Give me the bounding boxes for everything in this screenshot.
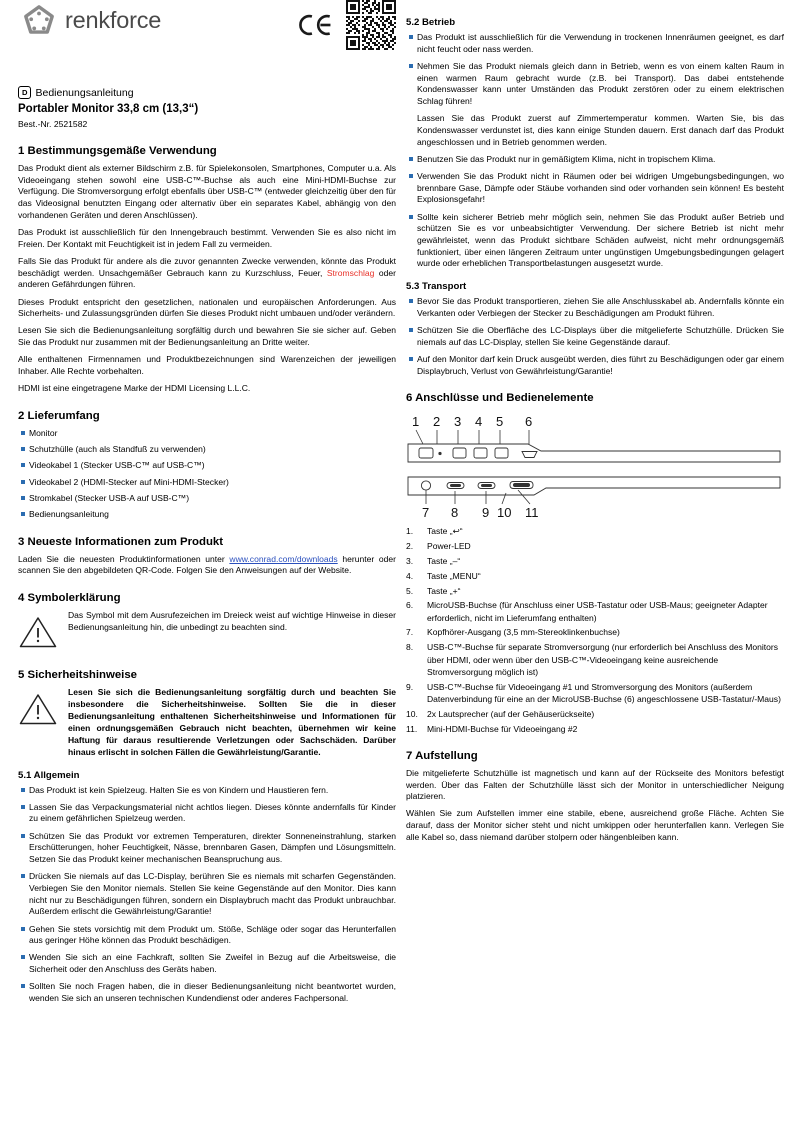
scope-of-delivery-list — [18, 428, 396, 521]
svg-text:9: 9 — [482, 505, 490, 520]
document-kind-line — [18, 86, 396, 100]
list-item-label: Das Produkt ist ausschließlich für die Verwendung in trockenen Innenräumen geeignet, es darf nicht feucht oder nass werden. — [417, 32, 784, 54]
list-item-label: Auf den Monitor darf kein Druck ausgeübt werden, dies führt zu Beschädigungen oder gar einem Displaybruch, Verlust von Gewährleistung/Garantie! — [417, 353, 784, 376]
list-item — [406, 641, 784, 678]
warning-triangle-icon — [18, 687, 60, 731]
list-item-label: Taste „MENU“ — [427, 570, 481, 581]
document-kind-label: Bedienungsanleitung — [35, 87, 134, 99]
list-item — [18, 831, 396, 866]
section-3-paragraph — [18, 554, 396, 577]
list-item-label: Verwenden Sie das Produkt nicht in Räumen oder bei widrigen Umgebungsbedingungen, wo brennbare Gase, Dämpfe oder Stäube vorhanden sind oder vorhanden sein können! Es besteht Explosionsgefahr! — [417, 171, 784, 205]
list-item — [406, 32, 784, 55]
bullet-square-icon — [21, 874, 25, 878]
svg-text:10: 10 — [497, 505, 512, 520]
bullet-square-icon — [21, 463, 25, 467]
list-item — [18, 460, 396, 472]
svg-text:2: 2 — [433, 414, 441, 430]
list-item-label: Videokabel 2 (HDMI-Stecker auf Mini-HDMI-Stecker) — [29, 476, 229, 487]
list-item-label: Gehen Sie stets vorsichtig mit dem Produkt um. Stöße, Schläge oder sogar das Herunterfallen aus geringer Höhe können das Produkt beschädigen. — [29, 923, 396, 946]
bullet-square-icon — [409, 64, 413, 68]
svg-text:7: 7 — [422, 505, 430, 520]
list-item — [406, 525, 784, 537]
bullet-square-icon — [21, 447, 25, 451]
list-item — [18, 981, 396, 1004]
list-item — [406, 570, 784, 582]
section-1-paragraph-5: Lesen Sie sich die Bedienungsanleitung sorgfältig durch und bewahren Sie sie sicher auf. Geben Sie das Produkt nur zusammen mit der Bedienungsanleitung an Dritte weiter. — [18, 325, 396, 348]
symbol-explanation-text: Das Symbol mit dem Ausrufezeichen im Dreieck weist auf wichtige Hinweise in dieser Bedienungsanleitung hin, die unbedingt zu beachten sind. — [68, 610, 396, 632]
bullet-square-icon — [21, 496, 25, 500]
left-column — [18, 0, 396, 1010]
right-column — [406, 0, 784, 844]
list-item — [406, 585, 784, 597]
list-item-label: MicroUSB-Buchse (für Anschluss einer USB-Tastatur oder USB-Maus; geeigneter Adapter erforderlich, nicht im Lieferumfang enthalten) — [427, 600, 768, 623]
svg-text:3: 3 — [454, 414, 462, 430]
warning-word-stromschlag: Stromschlag — [326, 267, 375, 278]
brand-name: renkforce — [65, 7, 162, 33]
connectors-numbered-list — [406, 525, 784, 734]
section-3-heading: 3 Neueste Informationen zum Produkt — [18, 535, 224, 548]
renkforce-pentagon-logo-icon — [22, 4, 56, 37]
list-item-label: Sollten Sie noch Fragen haben, die in dieser Bedienungsanleitung nicht beantwortet wurden, wenden Sie sich an unseren technischen Kundendienst oder anderes Fachpersonal. — [29, 981, 396, 1004]
list-item-label: USB-C™-Buchse für Videoeingang #1 und Stromversorgung des Monitors (außerdem Datenverbindung für eine an der MicroUSB-Buchse (6) angeschlossene USB-Tastatur/-Maus) — [427, 681, 781, 704]
list-item-label: Stromkabel (Stecker USB-A auf USB-C™) — [29, 492, 190, 503]
bullet-square-icon — [21, 927, 25, 931]
list-item-number: 9. — [406, 681, 414, 692]
bullet-square-icon — [21, 805, 25, 809]
list-item — [406, 599, 784, 624]
bullet-square-icon — [21, 984, 25, 988]
list-item-label: Das Produkt ist kein Spielzeug. Halten Sie es von Kindern und Haustieren fern. — [29, 784, 329, 795]
list-item-label: Kopfhörer-Ausgang (3,5 mm-Stereoklinkenbuchse) — [427, 627, 620, 638]
list-item-label: Schützen Sie das Produkt vor extremen Temperaturen, direkter Sonneneinstrahlung, starken Erschütterungen, hoher Feuchtigkeit, Nässe, brennbaren Gasen, Dämpfen und Lösungsmitteln. Setzen Sie das Produkt keiner mechanischen Beanspruchung aus. — [29, 830, 396, 865]
list-item — [406, 626, 784, 638]
operation-list — [406, 32, 784, 270]
transport-list — [406, 296, 784, 377]
ce-mark-icon — [298, 12, 332, 38]
list-item — [406, 61, 784, 148]
list-item — [406, 540, 784, 552]
list-item-label: Bevor Sie das Produkt transportieren, ziehen Sie alle Anschlusskabel ab. Andernfalls könnte ein Verkanten oder Verbiegen der Stecker zu Beschädigungen am Produkt führen. — [417, 296, 784, 318]
list-item-label: Drücken Sie niemals auf das LC-Display, berühren Sie es niemals mit scharfen Gegenständen. Verbiegen Sie den Monitor niemals. Stellen Sie keine Gegenstände auf den Monitor. Dies kann nicht nur zu Beschädigungen führen, sondern ein Displaybruch macht das Produkt unbrauchbar. Außerdem erlischt die Gewährleistung/Garantie! — [29, 871, 396, 917]
qr-code-icon — [346, 0, 396, 50]
list-item — [406, 555, 784, 567]
warning-triangle-icon — [18, 610, 60, 654]
general-safety-list — [18, 785, 396, 1005]
compliance-marks — [298, 0, 396, 50]
list-item — [406, 325, 784, 348]
svg-text:8: 8 — [451, 505, 459, 520]
bullet-square-icon — [21, 431, 25, 435]
bullet-square-icon — [409, 215, 413, 219]
list-item-number: 8. — [406, 642, 414, 653]
list-item — [18, 509, 396, 521]
list-item-number: 2. — [406, 541, 414, 552]
section-1-paragraph-7: HDMI ist eine eingetragene Marke der HDMI Licensing L.L.C. — [18, 383, 251, 394]
list-item-label: Lassen Sie das Verpackungsmaterial nicht achtlos liegen. Dieses könnte andernfalls für Kinder zu einem gefährlichen Spielzeug werden. — [29, 801, 396, 824]
section-1-paragraph-4: Dieses Produkt entspricht den gesetzlichen, nationalen und europäischen Anforderungen. Aus Sicherheits- und Zulassungsgründen dürfen Sie dieses Produkt nicht umbauen und/oder verändern. — [18, 296, 396, 319]
list-item-label: Nehmen Sie das Produkt niemals gleich dann in Betrieb, wenn es von einem kalten Raum in einen warmen Raum gebracht wurde (z.B. bei Transport). Das dabei entstehende Kondenswasser kann unter Umständen das Produkt zerstören oder zu einem elektrischen Schlag führen! — [417, 60, 784, 107]
list-item-label: Schutzhülle (auch als Standfuß zu verwenden) — [29, 444, 206, 455]
list-item — [406, 354, 784, 377]
s3-text-b: herunter oder scannen Sie den abgebildeten QR-Code. Folgen Sie den Anweisungen auf der Website. — [18, 553, 396, 576]
list-item — [18, 952, 396, 975]
section-4-heading: 4 Symbolerklärung — [18, 592, 121, 605]
list-item-label: Sollte kein sicherer Betrieb mehr möglich sein, nehmen Sie das Produkt außer Betrieb und schützen Sie es vor unbeabsichtigter Verwendung. Der sichere Betrieb ist nicht mehr gewährleistet, wenn das Produkt sichtbare Schäden aufweist, nicht mehr ordnungsgemäß funktioniert, über einen längeren Zeitraum unter ungünstigen Umgebungsbedingungen gelagert wurde oder erheblichen Transportbelastungen ausgesetzt wurde. — [417, 211, 784, 269]
list-item-label: Taste „–“ — [427, 555, 461, 566]
list-item — [406, 708, 784, 720]
bullet-square-icon — [409, 174, 413, 178]
s1-p3-part-b: oder anderen Gefährdungen führen. — [18, 267, 397, 290]
symbol-explanation-block — [18, 610, 396, 654]
order-number: Best.-Nr. 2521582 — [18, 119, 88, 129]
bullet-square-icon — [21, 512, 25, 516]
list-item — [406, 212, 784, 271]
language-badge-icon: D — [18, 86, 31, 98]
bullet-square-icon — [409, 357, 413, 361]
svg-text:5: 5 — [496, 414, 504, 430]
list-item-continuation: Lassen Sie das Produkt zuerst auf Zimmertemperatur kommen. Warten Sie, bis das Kondenswasser verdunstet ist, dies kann einige Stunden dauern. Erst danach darf das Produkt angeschlossen und in Betrieb genommen werden. — [417, 113, 784, 147]
list-item-label: Mini-HDMI-Buchse für Videoeingang #2 — [427, 723, 578, 734]
section-7-paragraph-1: Die mitgelieferte Schutzhülle ist magnetisch und kann auf der Rückseite des Monitors befestigt werden. Über das Falten der Schutzhülle lässt sich der Monitor in unterschiedlicher Neigung platzieren. — [406, 767, 784, 802]
page-title: Portabler Monitor 33,8 cm (13,3“) — [18, 103, 199, 115]
s1-p3-part-a: Falls Sie das Produkt für andere als die zuvor genannten Zwecke verwenden, könnte das Produkt beschädigt werden. Unsachgemäßer Gebrauch kann zu Kurzschluss, Feuer, — [18, 255, 396, 278]
list-item-label: Taste „+“ — [427, 585, 461, 596]
list-item-label: USB-C™-Buchse für separate Stromversorgung (nur erforderlich bei Anschluss des Monitors über HDMI, oder wenn über den USB-C™-Videoeingang keine ausreichende Stromversorgung möglich ist) — [427, 642, 779, 677]
list-item-number: 10. — [406, 708, 418, 719]
list-item — [18, 871, 396, 918]
list-item-number: 3. — [406, 555, 414, 566]
bullet-square-icon — [21, 788, 25, 792]
bullet-square-icon — [21, 834, 25, 838]
bullet-square-icon — [409, 328, 413, 332]
svg-text:11: 11 — [525, 505, 539, 520]
bullet-square-icon — [409, 299, 413, 303]
list-item-label: Monitor — [29, 427, 58, 438]
list-item — [406, 296, 784, 319]
section-5-3-heading: 5.3 Transport — [406, 281, 467, 293]
list-item-label: Taste „↩“ — [427, 526, 463, 537]
section-7-paragraph-2: Wählen Sie zum Aufstellen immer eine stabile, ebene, ausreichend große Fläche. Achten Sie darauf, dass der Monitor sicher steht und nicht umkippen oder herunterfallen kann. Verlegen Sie alle Kabel so, dass niemand darüber stolpern oder hängenbleiben kann. — [406, 808, 784, 842]
bullet-square-icon — [21, 480, 25, 484]
list-item — [406, 171, 784, 206]
title-block — [18, 86, 396, 130]
safety-warning-block — [18, 687, 396, 758]
svg-text:6: 6 — [525, 414, 533, 430]
list-item — [406, 723, 784, 735]
list-item-label: Schützen Sie die Oberfläche des LC-Displays über die mitgelieferte Schutzhülle. Drücken Sie niemals auf das LC-Display, stellen Sie keine Gegenstände darauf. — [417, 325, 784, 347]
monitor-edge-connectors-diagram-icon — [406, 414, 784, 519]
bullet-square-icon — [409, 157, 413, 161]
section-1-paragraph-6: Alle enthaltenen Firmennamen und Produktbezeichnungen sind Warenzeichen der jeweiligen Inhaber. Alle Rechte vorbehalten. — [18, 354, 396, 377]
section-1-paragraph-3 — [18, 256, 396, 291]
list-item — [18, 802, 396, 825]
section-5-1-heading: 5.1 Allgemein — [18, 769, 80, 781]
list-item — [406, 681, 784, 706]
section-5-heading: 5 Sicherheitshinweise — [18, 669, 138, 682]
list-item-label: 2x Lautsprecher (auf der Gehäuserückseite) — [427, 708, 595, 719]
svg-text:4: 4 — [475, 414, 483, 430]
list-item-number: 7. — [406, 627, 414, 638]
section-7-heading: 7 Aufstellung — [406, 749, 478, 762]
section-1-heading: 1 Bestimmungsgemäße Verwendung — [18, 145, 217, 157]
list-item — [18, 924, 396, 947]
list-item-label: Power-LED — [427, 541, 471, 552]
bullet-square-icon — [409, 35, 413, 39]
list-item-label: Wenden Sie sich an eine Fachkraft, sollten Sie Zweifel in Bezug auf die Arbeitsweise, die Sicherheit oder den Anschluss des Geräts haben. — [29, 952, 396, 975]
page-header — [18, 0, 396, 66]
svg-text:1: 1 — [412, 414, 420, 430]
list-item-number: 5. — [406, 585, 414, 596]
s3-text-a: Laden Sie die neuesten Produktinformationen unter — [18, 553, 230, 564]
list-item — [406, 154, 784, 166]
list-item-label: Bedienungsanleitung — [29, 508, 109, 519]
section-5-2-heading: 5.2 Betrieb — [406, 17, 456, 28]
list-item-number: 11. — [406, 723, 418, 734]
list-item — [18, 785, 396, 797]
brand-logo — [22, 4, 161, 37]
list-item-label: Videokabel 1 (Stecker USB-C™ auf USB-C™) — [29, 460, 205, 471]
list-item-number: 6. — [406, 600, 414, 611]
list-item — [18, 428, 396, 440]
safety-warning-text: Lesen Sie sich die Bedienungsanleitung sorgfältig durch und beachten Sie insbesondere die Sicherheitshinweise. Sollten Sie die in dieser Bedienungsanleitung enthaltenen Sicherheitshinweise und Informationen für einen ordnungsgemäßen Gebrauch nicht beachten, übernehmen wir keine Haftung für daraus resultierende Verletzungen oder Sachschäden. Darüber hinaus erlischt in solchen Fällen die Gewährleistung/Garantie. — [68, 687, 396, 757]
section-6-heading: 6 Anschlüsse und Bedienelemente — [406, 392, 594, 405]
list-item-label: Benutzen Sie das Produkt nur in gemäßigtem Klima, nicht in tropischem Klima. — [417, 153, 716, 164]
list-item — [18, 444, 396, 456]
bullet-square-icon — [21, 955, 25, 959]
section-1-paragraph-2: Das Produkt ist ausschließlich für den Innengebrauch bestimmt. Verwenden Sie es also nicht im Freien. Der Kontakt mit Feuchtigkeit ist in jedem Fall zu vermeiden. — [18, 227, 396, 249]
list-item-number: 1. — [406, 526, 414, 537]
downloads-link[interactable]: www.conrad.com/downloads — [229, 553, 338, 564]
list-item — [18, 493, 396, 505]
list-item-number: 4. — [406, 570, 414, 581]
section-1-paragraph-1: Das Produkt dient als externer Bildschirm z.B. für Spielekonsolen, Smartphones, Computer u.a. Als Videoeingang stehen sowohl eine USB-C™-Buchse als auch eine Mini-HDMI-Buchse zur Verfügung. Die Stromversorgung erfolgt ebenfalls über USB-C™ (entweder gleichzeitig über den für das Videosignal benutzten Eingang oder alternativ über ein separates Kabel, abhängig von den vorhandenen Geräten und deren Anschlüssen). — [18, 163, 396, 220]
list-item — [18, 477, 396, 489]
section-2-heading: 2 Lieferumfang — [18, 409, 100, 422]
